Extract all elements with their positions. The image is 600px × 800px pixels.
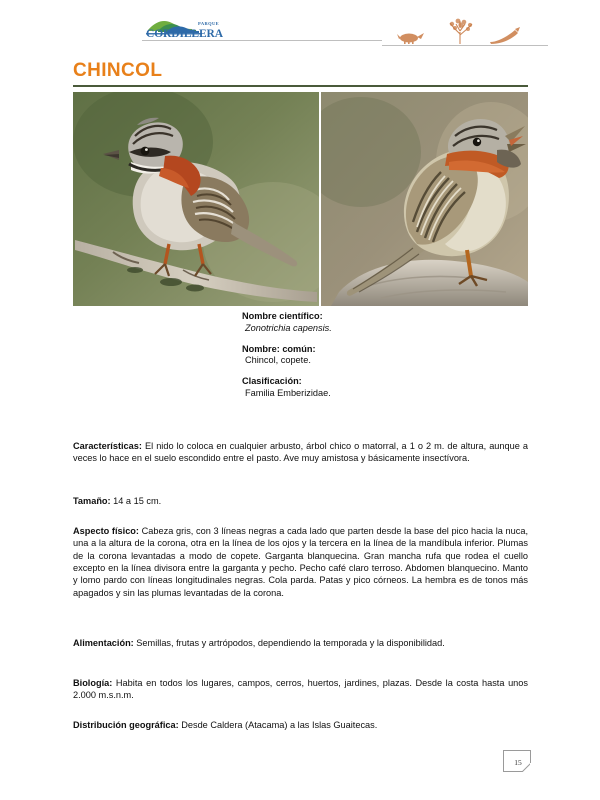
chincol-singing-on-rock <box>321 92 528 306</box>
page-number-box <box>503 750 531 772</box>
section-lead-biologia: Biología: <box>73 678 113 689</box>
meta-value-nombre-cientifico: Zonotrichia capensis. <box>245 322 332 333</box>
species-meta-block <box>242 311 532 409</box>
header-rule-right <box>382 45 548 46</box>
meta-nombre-comun <box>242 344 532 368</box>
meta-label-clasificacion: Clasificación: <box>242 376 302 387</box>
section-text-biologia: Habita en todos los lugares, campos, cerros, huertos, jardines, plazas. Desde la costa hasta unos 2.000 m.s.n.m. <box>73 678 528 701</box>
section-text-tamano: 14 a 15 cm. <box>110 496 162 507</box>
logo-text-cordillera: CORDILLERA <box>146 28 223 40</box>
section-text-caracteristicas: El nido lo coloca en cualquier arbusto, árbol chico o matorral, a 1 o 2 m. de altura, aunque a veces lo hace en el suelo escondido entre el pasto. Ave muy amistosa y básicamente insectívora. <box>73 441 528 464</box>
section-distribucion-geografica <box>73 719 528 731</box>
section-lead-caracteristicas: Características: <box>73 441 142 452</box>
meta-value-clasificacion: Familia Emberizidae. <box>245 387 331 398</box>
meta-value-nombre-comun: Chincol, copete. <box>245 355 311 366</box>
section-lead-alimentacion: Alimentación: <box>73 638 134 649</box>
section-text-aspecto-fisico: Cabeza gris, con 3 líneas negras a cada lado que parten desde la base del pico hacia la nuca, una a la altura de la corona, otra en la línea de los ojos y la tercera en la línea de la mandíbula inferior. Plumas de la corona levantadas a modo de copete. Garganta blanquecina. Gran mancha rufa que rodea el cuello excepto en la línea divisora entre la garganta y pecho. Pecho café claro terroso. Abdomen blanquecino. Manto y lomo pardo con líneas longitudinales negras. Cola parda. Patas y pico córneos. La hembra es de tonos más apagados y sin las plumas levantadas de la corona. <box>73 526 528 598</box>
page-corner-fold-icon <box>520 761 531 772</box>
page-number-text: 15 <box>514 757 522 767</box>
section-text-distribucion: Desde Caldera (Atacama) a las Islas Guaitecas. <box>178 720 378 731</box>
title-underline-rule <box>73 85 528 87</box>
section-lead-distribucion: Distribución geográfica: <box>73 720 179 731</box>
section-aspecto-fisico <box>73 525 528 599</box>
meta-label-nombre-comun: Nombre: común: <box>242 343 316 354</box>
section-lead-tamano: Tamaño: <box>73 496 111 507</box>
chincol-perched-on-branch <box>73 92 319 306</box>
meta-nombre-cientifico <box>242 311 532 335</box>
tree-and-animals-illustration <box>382 16 548 46</box>
header-rule-left <box>142 40 382 41</box>
section-caracteristicas <box>73 440 528 465</box>
page-header <box>0 0 600 52</box>
section-tamano <box>73 495 528 507</box>
logo-text-parque: PARQUE <box>198 21 220 26</box>
section-alimentacion <box>73 637 528 649</box>
meta-clasificacion <box>242 376 532 400</box>
meta-label-nombre-cientifico: Nombre científico: <box>242 311 323 321</box>
section-text-alimentacion: Semillas, frutas y artrópodos, dependiendo la temporada y la disponibilidad. <box>133 638 445 649</box>
section-lead-aspecto-fisico: Aspecto físico: <box>73 526 139 537</box>
page-title: CHINCOL <box>73 60 163 81</box>
section-biologia <box>73 677 528 702</box>
